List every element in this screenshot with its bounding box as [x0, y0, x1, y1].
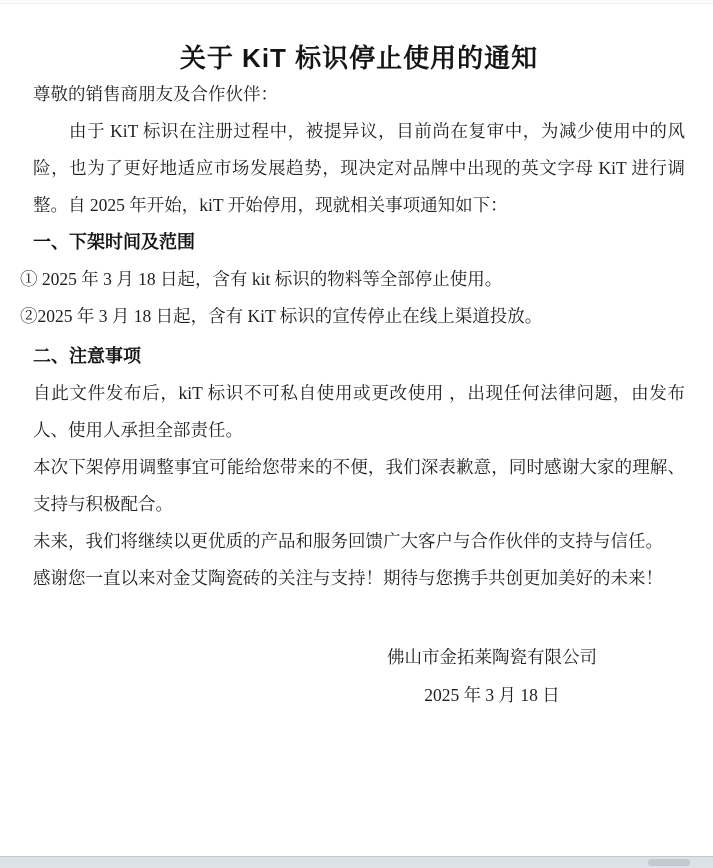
section2-heading: 二、注意事项 — [33, 346, 141, 366]
section2-paragraph-future: 未来，我们将继续以更优质的产品和服务回馈广大客户与合作伙伴的支持与信任。 — [33, 531, 663, 551]
scrollbar-thumb[interactable] — [648, 859, 690, 866]
salutation: 尊敬的销售商朋友及合作伙伴： — [33, 84, 278, 104]
document-title: 关于 KiT 标识停止使用的通知 — [179, 43, 539, 73]
section1-item-1: ① 2025 年 3 月 18 日起，含有 kit 标识的物料等全部停止使用。 — [20, 269, 503, 289]
horizontal-scrollbar[interactable] — [0, 856, 713, 868]
section2-paragraph-thanks: 感谢您一直以来对金艾陶瓷砖的关注与支持！期待与您携手共创更加美好的未来！ — [33, 568, 663, 588]
signature-date: 2025 年 3 月 18 日 — [424, 685, 560, 705]
section2-paragraph-apology: 本次下架停用调整事宜可能给您带来的不便，我们深表歉意，同时感谢大家的理解、支持与积极配合。 — [33, 457, 685, 514]
section2-paragraph-liability: 自此文件发布后，kiT 标识不可私自使用或更改使用 ，出现任何法律问题，由发布人、使用人承担全部责任。 — [33, 383, 685, 440]
window-top-edge — [0, 0, 713, 4]
section1-item-2: ②2025 年 3 月 18 日起，含有 KiT 标识的宣传停止在线上渠道投放。 — [20, 306, 543, 326]
intro-paragraph: 由于 KiT 标识在注册过程中，被提异议，目前尚在复审中，为减少使用中的风险，也为了更好地适应市场发展趋势，现决定对品牌中出现的英文字母 KiT 进行调整。自 2025 年开始，kiT 开始停用，现就相关事项通知如下： — [33, 121, 685, 215]
signature-block — [387, 638, 597, 714]
section1-heading: 一、下架时间及范围 — [33, 232, 195, 252]
signature-company: 佛山市金拓莱陶瓷有限公司 — [387, 647, 597, 667]
